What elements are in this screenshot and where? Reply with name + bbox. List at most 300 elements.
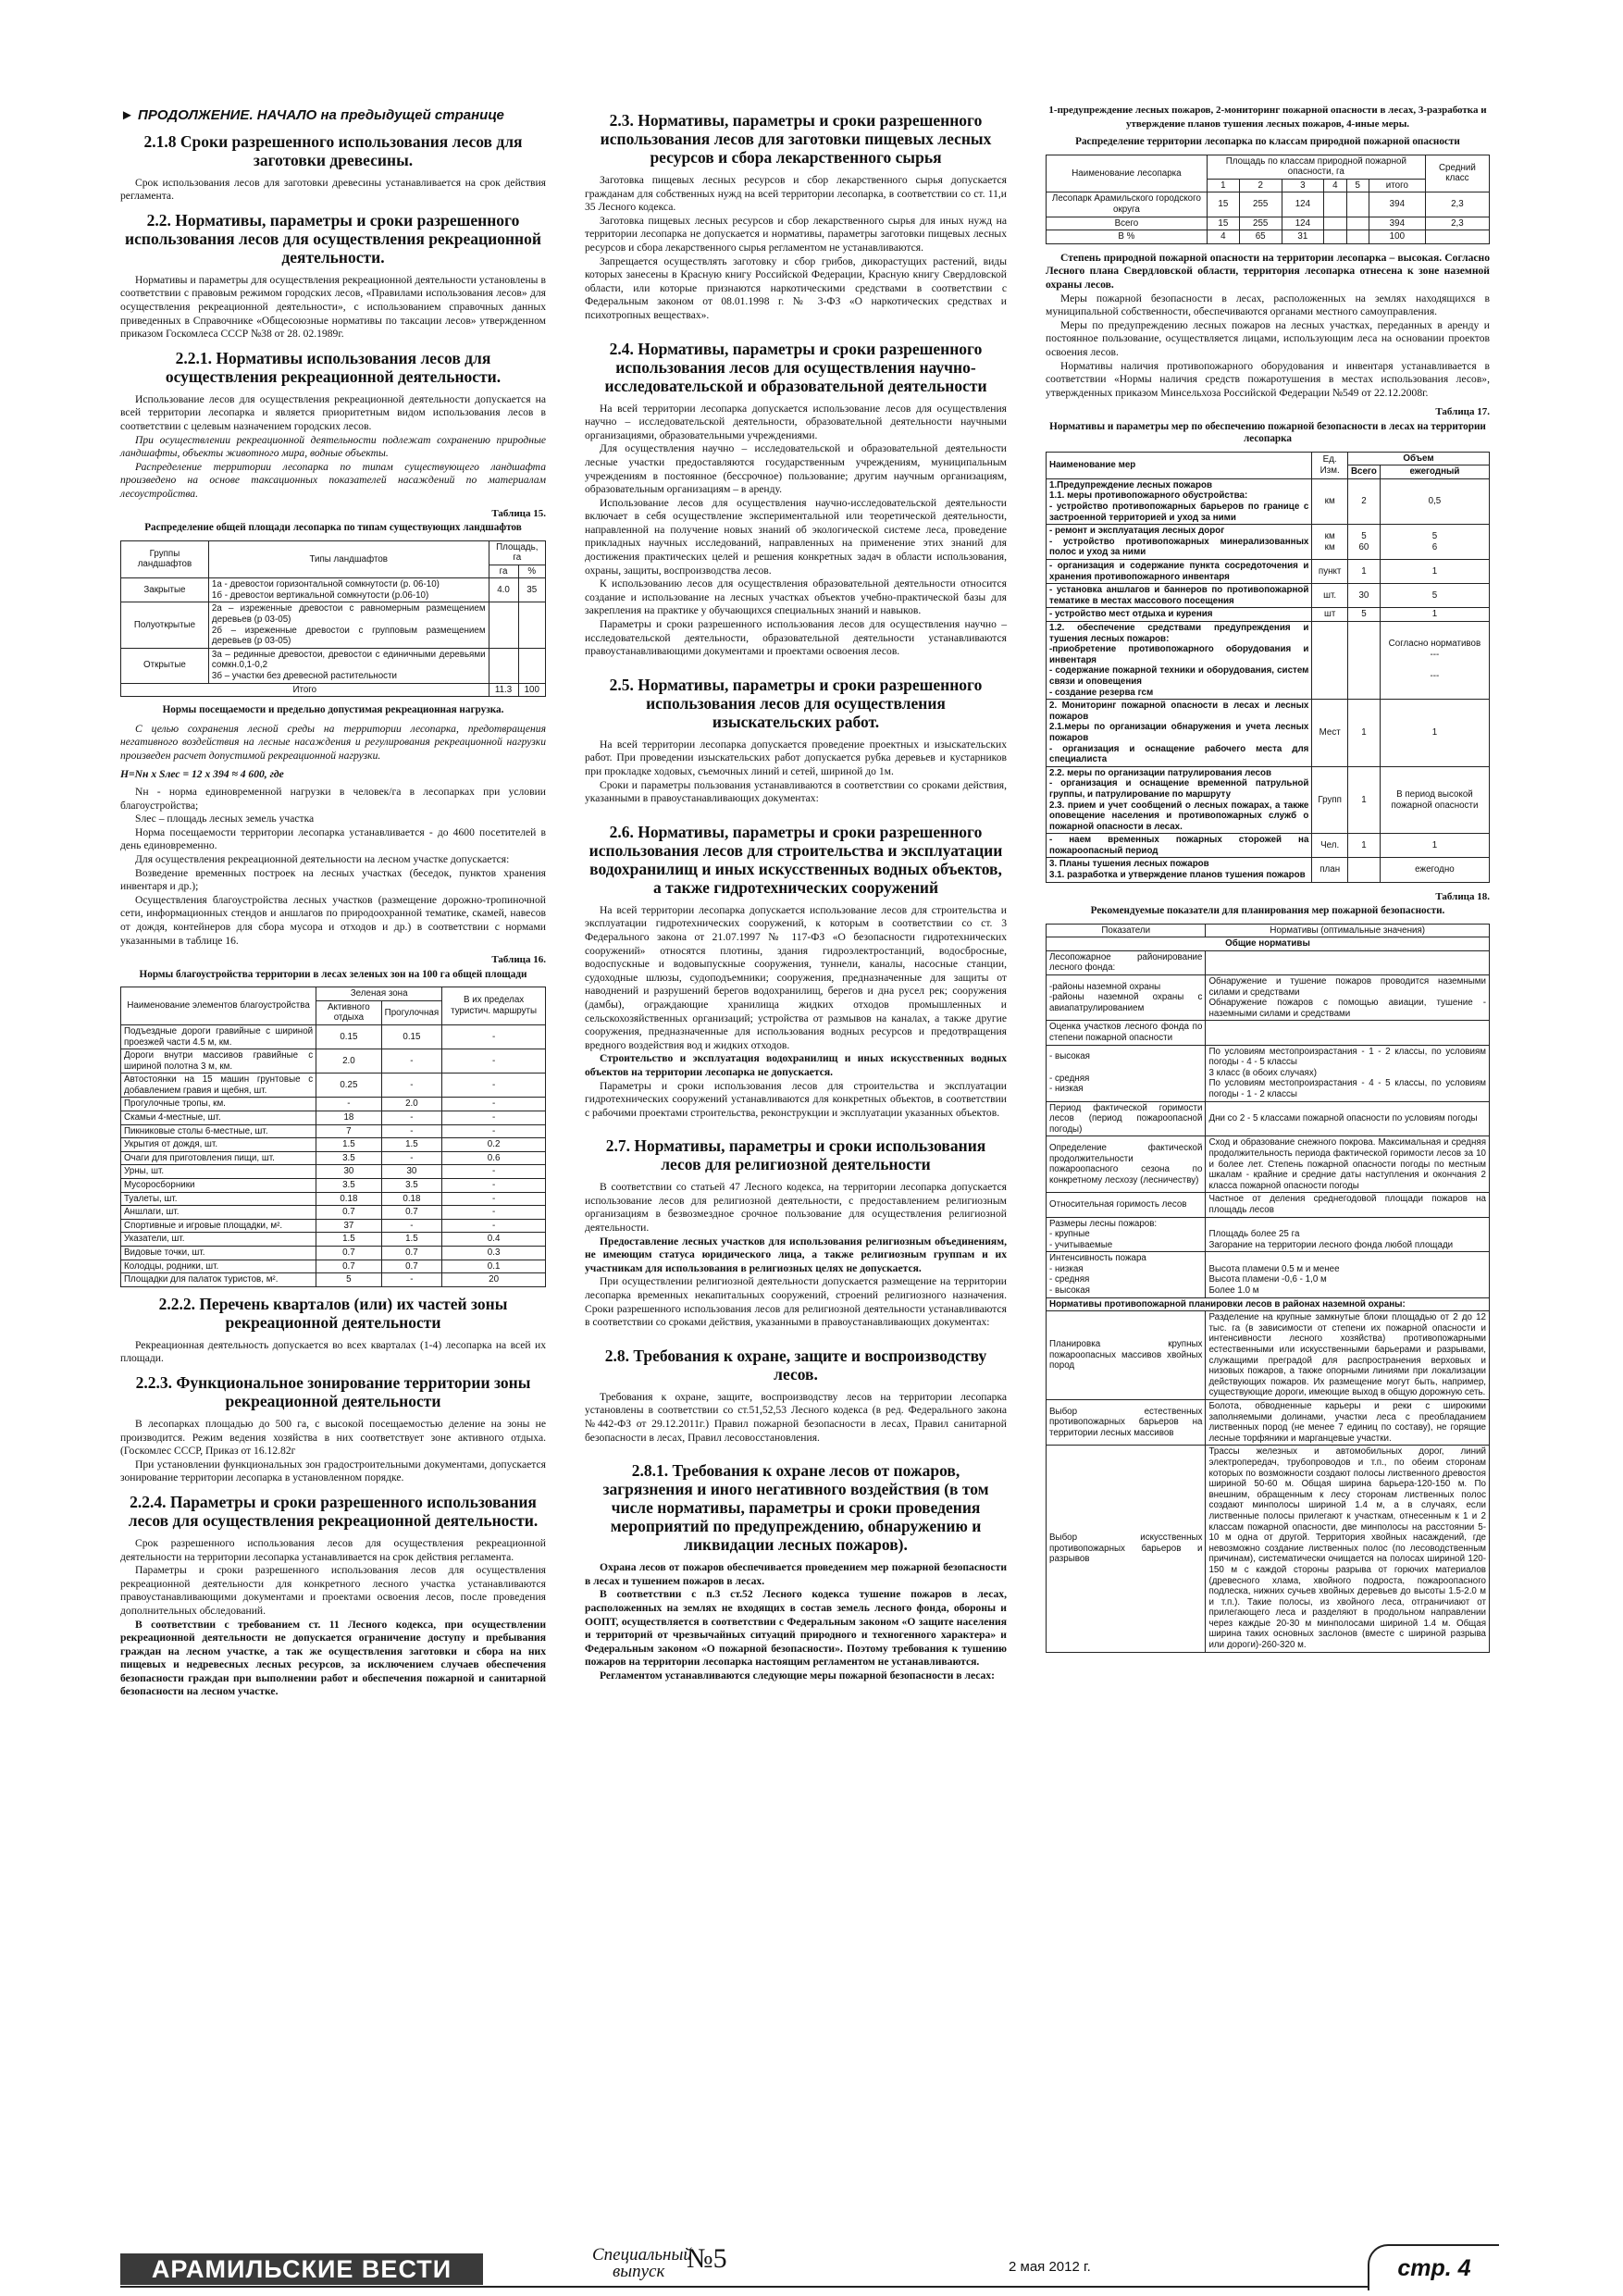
table-row xyxy=(1047,1311,1490,1400)
table-cell: 1.5 xyxy=(316,1233,382,1247)
table-cell: Видовые точки, шт. xyxy=(121,1247,316,1260)
table-cell: 0.25 xyxy=(316,1074,382,1098)
table-cell: 0.18 xyxy=(316,1192,382,1206)
table-cell: 1 xyxy=(1347,560,1380,584)
table-cell: - организация и содержание пункта сосредоточения и хранения противопожарного инвентаря xyxy=(1047,560,1312,584)
table-cell: 0.7 xyxy=(316,1247,382,1260)
paragraph: На всей территории лесопарка допускается проведение проектных и изыскательских работ. При проведении изыскательских работ допускается рубка деревьев и кустарников при прокладке ходовых, съемочных линий и сетей, шириной до 1м. xyxy=(585,738,1007,777)
table-row xyxy=(1047,834,1490,858)
table-cell: 0.7 xyxy=(381,1260,442,1273)
table-header: % xyxy=(518,565,545,578)
table-cell: 20 xyxy=(442,1273,546,1287)
table-cell: 1 xyxy=(1380,700,1489,767)
table-17 xyxy=(1046,452,1490,883)
table-cell: ежегодно xyxy=(1380,858,1489,882)
paragraph: Нормативы и параметры для осуществления рекреационной деятельности установлены в соответствии с правовым режимом городских лесов, «Правилами использования лесов» для осуществления рекреационной деятельности», с использованием справочных данных приведенных в Справочнике «Общесоюзные нормативы по таксации лесов» утвержденном приказом Госкомлеса СССР №38 от 28. 02.1989г. xyxy=(120,273,546,341)
table-cell: Колодцы, родники, шт. xyxy=(121,1260,316,1273)
table-cell: - xyxy=(442,1179,546,1193)
table-header: 1 xyxy=(1207,179,1239,192)
table-cell: 30 xyxy=(316,1165,382,1179)
table-cell: - высокая - средняя - низкая xyxy=(1047,1045,1206,1101)
table-cell: В % xyxy=(1047,230,1208,244)
table-cell: 124 xyxy=(1282,192,1324,217)
table-row xyxy=(1047,608,1490,622)
table-row xyxy=(121,1074,546,1098)
paragraph: Меры по предупреждению лесных пожаров на лесных участках, переданных в аренду и постоянное пользование, осуществляется лицами, использующим леса на основании проектов освоения лесов. xyxy=(1046,318,1490,358)
issue-number: №5 xyxy=(687,2243,727,2274)
table-cell: 1 xyxy=(1380,560,1489,584)
table-cell: Период фактической горимости лесов (период пожароопасной погоды) xyxy=(1047,1101,1206,1136)
paragraph: Строительство и эксплуатация водохранилищ и иных искусственных водных объектов на территории лесопарка не допускается. xyxy=(585,1052,1007,1078)
table-cell: Определение фактической продолжительности пожароопасного сезона по конкретному лесхозу (лесничеству) xyxy=(1047,1136,1206,1193)
table-cell: 3.5 xyxy=(381,1179,442,1193)
heading-2-7: 2.7. Нормативы, параметры и сроки использования лесов для религиозной деятельности xyxy=(605,1136,986,1174)
table-cell: Оценка участков лесного фонда по степени пожарной опасности xyxy=(1047,1021,1206,1045)
table-cell: 2 xyxy=(1347,478,1380,524)
table-15-caption: Распределение общей площади лесопарка по типам существующих ландшафтов xyxy=(144,522,522,534)
table-cell: - xyxy=(442,1206,546,1220)
table-cell xyxy=(1324,217,1346,230)
table-cell: Полуоткрытые xyxy=(121,602,209,648)
table-header: Активного отдыха xyxy=(316,1000,382,1024)
column-right xyxy=(1046,104,1490,1660)
table-row xyxy=(1047,1400,1490,1446)
paragraph: Предоставление лесных участков для использования религиозным объединениям, не имеющим статуса юридического лица, а также религиозным группам и их участникам для использования в религиозных целях не допускается. xyxy=(585,1235,1007,1274)
continuation-text: ПРОДОЛЖЕНИЕ. НАЧАЛО на предыдущей странице xyxy=(138,107,504,123)
special-line2: выпуск xyxy=(613,2262,665,2281)
table-header: Зеленая зона xyxy=(316,987,442,1001)
paragraph: Sлес – площадь лесных земель участка xyxy=(135,813,315,825)
table-cell: - xyxy=(442,1124,546,1138)
table-cell: -районы наземной охраны -районы наземной охраны с авиапатрулированием xyxy=(1047,975,1206,1021)
paragraph: Охрана лесов от пожаров обеспечивается проведением мер пожарной безопасности в лесах и тушением пожаров в лесах. xyxy=(585,1561,1007,1587)
table-header: Средний класс xyxy=(1425,155,1489,192)
table-cell: 1 xyxy=(1347,700,1380,767)
table-cell: 255 xyxy=(1239,217,1282,230)
table-cell: Спортивные и игровые площадки, м². xyxy=(121,1219,316,1233)
table-cell: 255 xyxy=(1239,192,1282,217)
paragraph: В соответствии с требованием ст. 11 Лесного кодекса, при осуществлении рекреационной деятельности не допускается ограничение доступу и пребывания граждан на лесном участке, а так же осуществления заготовки и сбора на них пищевых и недревесных лесных ресурсов, за исключением случаев обеспечения безопасности граждан при выполнении работ и обеспечения пожарной и санитарной безопасности на лесном участке. xyxy=(120,1618,546,1698)
table-row xyxy=(1047,525,1490,560)
table-row xyxy=(121,1219,546,1233)
table-cell: 3.5 xyxy=(316,1151,382,1165)
table-header: Ед. Изм. xyxy=(1312,452,1348,478)
heading-2-2-4: 2.2.4. Параметры и сроки разрешенного использования лесов для осуществления рекреационной деятельности. xyxy=(128,1492,539,1530)
table-row xyxy=(121,1124,546,1138)
table-row xyxy=(1047,700,1490,767)
table-cell: 31 xyxy=(1282,230,1324,244)
table-cell: 7 xyxy=(316,1124,382,1138)
paragraph: Параметры и сроки разрешенного использования лесов для осуществления рекреационной деятельности для конкретного лесного участка устанавливаются правоустанавливающими документами и проектами освоения лесов, после проведения дополнительных обследований. xyxy=(120,1564,546,1617)
table-row xyxy=(121,1273,546,1287)
table-row xyxy=(1047,766,1490,834)
table-cell: Сход и образование снежного покрова. Максимальная и средняя продолжительность периода фактической горимости лесов за 10 и более лет. Степень пожарной опасности погоды по местным шкалам - крайние и средние даты наступления и окончания 2 класса пожарной опасности погоды xyxy=(1206,1136,1490,1193)
paragraph: Срок использования лесов для заготовки древесины устанавливается на срок действия регламента. xyxy=(120,176,546,203)
table-header: 4 xyxy=(1324,179,1346,192)
table-cell: Болота, обводненные карьеры и реки с широкими заполняемыми долинами, участки леса с преобладанием лиственных пород (не менее 7 единиц по составу), не горящие лесные торфяники и марганцевые участки. xyxy=(1206,1400,1490,1446)
table-cell: 0.3 xyxy=(442,1247,546,1260)
table-cell: Выбор искусственных противопожарных барьеров и разрывов xyxy=(1047,1446,1206,1652)
table-cell: 124 xyxy=(1282,217,1324,230)
table-16-number: Таблица 16. xyxy=(491,954,546,966)
table-cell: 65 xyxy=(1239,230,1282,244)
paragraph: Распределение территории лесопарка по типам существующего ландшафта произведено на основе таксационных показателей насаждений по материалам лесоустройства. xyxy=(120,460,546,500)
table-cell: 30 xyxy=(1347,584,1380,608)
table-cell xyxy=(1312,622,1348,700)
table-cell: - xyxy=(442,1111,546,1125)
table-cell xyxy=(1324,230,1346,244)
table-cell: 5 xyxy=(1347,608,1380,622)
table-row xyxy=(1047,950,1490,974)
table-header: Нормативы (оптимальные значения) xyxy=(1206,924,1490,937)
table-16-caption: Нормы благоустройства территории в лесах зеленых зон на 100 га общей площади xyxy=(139,968,527,980)
table-row xyxy=(1047,1193,1490,1217)
issue-date: 2 мая 2012 г. xyxy=(1009,2259,1091,2275)
norms-heading: Нормы посещаемости и предельно допустимая рекреационная нагрузка. xyxy=(162,704,504,716)
table-cell: - xyxy=(381,1273,442,1287)
paragraph: Nн - норма единовременной нагрузки в человек/га в лесопарках при условии благоустройства; xyxy=(120,786,546,812)
table-cell: 0.15 xyxy=(316,1024,382,1049)
table-header: Показатели xyxy=(1047,924,1206,937)
paragraph: Срок разрешенного использования лесов для осуществления рекреационной деятельности на территории лесопарка устанавливается на срок действия регламента. xyxy=(120,1536,546,1563)
table-cell: - устройство мест отдыха и курения xyxy=(1047,608,1312,622)
table-cell: Закрытые xyxy=(121,578,209,602)
heading-2-4: 2.4. Нормативы, параметры и сроки разрешенного использования лесов для осуществления научно-исследовательской и образовательной деятельности xyxy=(604,339,987,395)
table-row xyxy=(121,1049,546,1074)
heading-2-6: 2.6. Нормативы, параметры и сроки разрешенного использования лесов для строительства и эксплуатации водохранилищ и иных искусственных водных объектов, а также гидротехнических сооружений xyxy=(588,822,1003,897)
table-cell: шт. xyxy=(1312,584,1348,608)
table-17-caption: Нормативы и параметры мер по обеспечению пожарной безопасности в лесах на территории лесопарка xyxy=(1049,420,1486,445)
paragraph: Осуществления благоустройства лесных участков (размещение дорожно-тропиночной сети, информационных стендов и аншлагов по природоохранной тематике, скамей, навесов от дождя, контейнеров для сбора мусора и отходов и др.) в соответствии с нормами указанными в таблице 16. xyxy=(120,893,546,947)
table-cell xyxy=(1346,192,1369,217)
paragraph: При установлении функциональных зон градостроительными документами, допускается зонирование территории лесопарка в установленном порядке. xyxy=(120,1458,546,1484)
paragraph: Использование лесов для осуществления рекреационной деятельности допускается на всей территории лесопарка и является приоритетным видом использования лесов в соответствии с целевым назначением городских лесов. xyxy=(120,392,546,432)
table-row xyxy=(1047,858,1490,882)
table-row xyxy=(1047,1252,1490,1297)
paragraph: Нормативы наличия противопожарного оборудования и инвентаря устанавливается в соответствии «Нормы наличия средств пожаротушения в местах использования лесов», утвержденных приказом Минсельхоза Российской Федерации №549 от 22.12.2008г. xyxy=(1046,359,1490,399)
table-cell: 3. Планы тушения лесных пожаров 3.1. разработка и утверждение планов тушения пожаров xyxy=(1047,858,1312,882)
table-cell: км xyxy=(1312,478,1348,524)
table-cell: Высота пламени 0.5 м и менее Высота пламени -0,6 - 1,0 м Более 1.0 м xyxy=(1206,1252,1490,1297)
table-cell: 0.6 xyxy=(442,1151,546,1165)
table-cell: Обнаружение и тушение пожаров проводится наземными силами и средствами Обнаружение пожаров с помощью авиации, тушение - наземными силами и средствами xyxy=(1206,975,1490,1021)
table-cell: Интенсивность пожара - низкая - средняя - высокая xyxy=(1047,1252,1206,1297)
paragraph: В лесопарках площадью до 500 га, с высокой посещаемостью деление на зоны не производится. Режим ведения хозяйства в них соответствует зоне активного отдыха. (Госкомлес СССР, Приказ от 16.12.82г xyxy=(120,1417,546,1458)
table-cell: 18 xyxy=(316,1111,382,1125)
table-header: Наименование мер xyxy=(1047,452,1312,478)
table-cell: 5 60 xyxy=(1347,525,1380,560)
table-cell: - xyxy=(442,1219,546,1233)
heading-2-2-1: 2.2.1. Нормативы использования лесов для осуществления рекреационной деятельности. xyxy=(165,348,502,386)
table-header: Прогулочная xyxy=(381,1000,442,1024)
fire-classes-caption: Распределение территории лесопарка по классам природной пожарной опасности xyxy=(1075,136,1460,148)
table-cell: 4 xyxy=(1207,230,1239,244)
table-row xyxy=(121,1138,546,1152)
table-header: Площадь по классам природной пожарной опасности, га xyxy=(1207,155,1425,179)
table-row xyxy=(121,1165,546,1179)
table-cell: - xyxy=(381,1151,442,1165)
measures-legend: 1-предупреждение лесных пожаров, 2-мониторинг пожарной опасности в лесах, 3-разработка и утверждение планов тушения лесных пожаров, 4-иные меры. xyxy=(1048,105,1487,130)
paragraph: Меры пожарной безопасности в лесах, расположенных на землях находящихся в муниципальной собственности, обеспечиваются органами местного самоуправления. xyxy=(1046,292,1490,318)
paragraph: Регламентом устанавливаются следующие меры пожарной безопасности в лесах: xyxy=(600,1669,995,1682)
table-cell: 1.5 xyxy=(316,1138,382,1152)
table-cell: Мусоросборники xyxy=(121,1179,316,1193)
table-cell: 5 xyxy=(1380,584,1489,608)
table-cell: Выбор естественных противопожарных барьеров на территории лесных массивов xyxy=(1047,1400,1206,1446)
table-header: 2 xyxy=(1239,179,1282,192)
paragraph: Для осуществления научно – исследовательской и образовательной деятельности лесные участки предоставляются государственным учреждениям, муниципальным учреждениям в постоянное (бессрочное) пользование; другим научным организациям, образовательным организациям – в аренду. xyxy=(585,442,1007,496)
table-row xyxy=(1047,1045,1490,1101)
table-15 xyxy=(120,540,546,698)
table-row xyxy=(121,1260,546,1273)
paragraph: На всей территории лесопарка допускается использование лесов для строительства и эксплуатации гидротехнических сооружений, к которым в соответствии со ст. 3 Федерального закона от 21.07.1997 № 117-ФЗ «О безопасности гидротехнических сооружений» относятся плотины, здания гидроэлектростанций, водосбросные, водоспускные и водовыпускные сооружения, туннели, каналы, насосные станции, судоходные шлюзы, судоподъемники; сооружения, предназначенные для защиты от наводнений и разрушений берегов водохранилищ, берегов и дна русел рек; сооружения (дамбы), ограждающие хранилища жидких отходов промышленных и сельскохозяйственных организаций; устройства от размывов на каналах, а также другие сооружения, предназначенные для использования водных ресурсов и предотвращения вредного воздействия вод и жидких отходов. xyxy=(585,903,1007,1051)
table-cell: 1 xyxy=(1347,834,1380,858)
table-cell: 1 xyxy=(1380,608,1489,622)
table-cell: - xyxy=(442,1165,546,1179)
paragraph: Степень природной пожарной опасности на территории лесопарка – высокая. Согласно Лесного плана Свердловской области, территория лесопарка отнесена к зоне наземной охраны лесов. xyxy=(1046,251,1490,291)
heading-2-2-2: 2.2.2. Перечень кварталов (или) их частей зоны рекреационной деятельности xyxy=(158,1294,508,1332)
table-15-number: Таблица 15. xyxy=(491,507,546,519)
paragraph: Рекреационная деятельность допускается во всех кварталах (1-4) лесопарка на всей их площади. xyxy=(120,1338,546,1365)
table-row xyxy=(121,1206,546,1220)
table-row xyxy=(121,1233,546,1247)
table-cell: 2,3 xyxy=(1425,192,1489,217)
table-cell: 394 xyxy=(1369,217,1425,230)
paragraph: На всей территории лесопарка допускается использование лесов для осуществления научно – исследовательской деятельности, образовательной деятельности научными организациями, образовательными учреждениями. xyxy=(585,402,1007,441)
heading-2-2: 2.2. Нормативы, параметры и сроки разрешенного использования лесов для осуществления рекреационной деятельности. xyxy=(125,210,541,267)
table-cell: 0.18 xyxy=(381,1192,442,1206)
table-cell: пункт xyxy=(1312,560,1348,584)
table-cell: Планировка крупных пожароопасных массивов хвойных пород xyxy=(1047,1311,1206,1400)
table-cell: 100 xyxy=(1369,230,1425,244)
table-18-number: Таблица 18. xyxy=(1435,890,1490,902)
table-cell: Открытые xyxy=(121,648,209,683)
table-header: Типы ландшафтов xyxy=(208,540,489,578)
table-cell: 1.Предупреждение лесных пожаров 1.1. меры противопожарного обустройства: - устройство противопожарных барьеров по границе с застроенной территорией и уход за ними xyxy=(1047,478,1312,524)
table-cell: Очаги для приготовления пищи, шт. xyxy=(121,1151,316,1165)
table-cell xyxy=(1347,858,1380,882)
heading-2-3: 2.3. Нормативы, параметры и сроки разрешенного использования лесов для заготовки пищевых лесных ресурсов и сбора лекарственного сырья xyxy=(600,111,992,167)
heading-2-8: 2.8. Требования к охране, защите и воспроизводству лесов. xyxy=(604,1346,987,1384)
table-cell: 2,3 xyxy=(1425,217,1489,230)
table-cell: Согласно нормативов --- --- xyxy=(1380,622,1489,700)
table-cell: - xyxy=(381,1074,442,1098)
table-cell: - xyxy=(381,1219,442,1233)
table-cell: Подъездные дороги гравийные с шириной проезжей части 4.5 м, км. xyxy=(121,1024,316,1049)
table-cell: В период высокой пожарной опасности xyxy=(1380,766,1489,834)
heading-2-8-1: 2.8.1. Требования к охране лесов от пожаров, загрязнения и иного негативного воздействия (в том числе нормативы, параметры и сроки проведения мероприятий по предупреждению, обнаружению и ликвидации лесных пожаров). xyxy=(602,1461,989,1555)
table-cell: - xyxy=(381,1124,442,1138)
table-cell: Аншлаги, шт. xyxy=(121,1206,316,1220)
table-row xyxy=(1047,622,1490,700)
page-number: стр. 4 xyxy=(1368,2244,1499,2290)
table-cell: 37 xyxy=(316,1219,382,1233)
table-cell: 1.5 xyxy=(381,1233,442,1247)
table-row xyxy=(121,1179,546,1193)
heading-2-5: 2.5. Нормативы, параметры и сроки разрешенного использования лесов для осуществления изыскательских работ. xyxy=(609,675,983,731)
table-cell xyxy=(1206,1021,1490,1045)
table-cell: 4.0 xyxy=(489,578,518,602)
table-cell: 3.5 xyxy=(316,1179,382,1193)
table-cell: 2. Мониторинг пожарной опасности в лесах и лесных пожаров 2.1.меры по организации обнаружения и учета лесных пожаров - организация и оснащение рабочего места для специалиста xyxy=(1047,700,1312,767)
paragraph: В соответствии со статьей 47 Лесного кодекса, на территории лесопарка допускается использование лесов для религиозной деятельности, с предоставлением религиозным организациям в безвозмездное срочное пользование для осуществления религиозной деятельности. xyxy=(585,1181,1007,1235)
column-left xyxy=(120,104,546,1699)
table-cell: - ремонт и эксплуатация лесных дорог - устройство противопожарных минерализованных полос и уход за ними xyxy=(1047,525,1312,560)
table-row xyxy=(1047,1136,1490,1193)
table-row xyxy=(1047,560,1490,584)
special-issue-mark xyxy=(592,2243,727,2281)
paragraph: В соответствии с п.3 ст.52 Лесного кодекса тушение пожаров в лесах, расположенных на землях не входящих в состав земель лесного фонда, обороны и ООПТ, осуществляется в соответствии с Федеральным законом «О защите населения и территорий от чрезвычайных ситуаций природного и техногенного характера» и Федеральным законом «О пожарной безопасности». Поэтому требования к тушению пожаров на территории лесопарка настоящим регламентом не устанавливаются. xyxy=(585,1588,1007,1669)
paragraph: Для осуществления рекреационной деятельности на лесном участке допускается: xyxy=(135,852,510,865)
formula: Н=Nн х Sлес = 12 х 394 ≈ 4 600, где xyxy=(120,768,284,781)
table-cell: - xyxy=(381,1049,442,1074)
table-cell: 100 xyxy=(518,683,545,697)
continuation-header xyxy=(120,109,546,123)
heading-2-1-8: 2.1.8 Сроки разрешенного использования лесов для заготовки древесины. xyxy=(143,131,523,169)
table-cell: Размеры лесны пожаров: - крупные - учитываемые xyxy=(1047,1217,1206,1252)
table-header: 5 xyxy=(1346,179,1369,192)
table-cell: Относительная горимость лесов xyxy=(1047,1193,1206,1217)
table-cell: Укрытия от дождя, шт. xyxy=(121,1138,316,1152)
table-cell: Итого xyxy=(121,683,489,697)
table-row xyxy=(121,1098,546,1111)
table-cell xyxy=(1425,230,1489,244)
table-cell: - xyxy=(442,1024,546,1049)
table-cell: 2.0 xyxy=(316,1049,382,1074)
table-cell: Дни со 2 - 5 классами пожарной опасности по условиям погоды xyxy=(1206,1101,1490,1136)
table-cell: 3а – рединные древостои, древостои с единичными деревьями сомкн.0,1-0,2 3б – участки без древесной растительности xyxy=(208,648,489,683)
table-cell: Мест xyxy=(1312,700,1348,767)
table-cell: Лесопожарное районирование лесного фонда: xyxy=(1047,950,1206,974)
table-row xyxy=(121,1024,546,1049)
table-cell: км км xyxy=(1312,525,1348,560)
footer-rule xyxy=(120,2286,1369,2288)
table-cell: Автостоянки на 15 машин грунтовые с добавлением гравия и щебня, шт. xyxy=(121,1074,316,1098)
table-cell xyxy=(1324,192,1346,217)
table-cell: - xyxy=(442,1074,546,1098)
table-header: Площадь, га xyxy=(489,540,545,565)
table-header: га xyxy=(489,565,518,578)
table-cell: Туалеты, шт. xyxy=(121,1192,316,1206)
table-cell: 1 xyxy=(1347,766,1380,834)
table-cell: 1а - древостои горизонтальной сомкнутости (р. 06-10) 1б - древостои вертикальной сомкнутости (р.06-10) xyxy=(208,578,489,602)
table-cell: 394 xyxy=(1369,192,1425,217)
arrow-right-icon: ► xyxy=(120,107,134,123)
table-row xyxy=(1047,1446,1490,1652)
paragraph: Возведение временных построек на лесных участках (беседок, пунктов хранения инвентаря и др.); xyxy=(120,866,546,893)
table-cell: Частное от деления среднегодовой площади пожаров на площадь лесов xyxy=(1206,1193,1490,1217)
table-cell: 30 xyxy=(381,1165,442,1179)
table-cell: 35 xyxy=(518,578,545,602)
table-cell: По условиям местопроизрастания - 1 - 2 классы, по условиям погоды - 4 - 5 классы 3 класс (в обоих случаях) По условиям местопроизрастания - 4 - 5 классы, по условиям погоды - 1 - 2 классы xyxy=(1206,1045,1490,1101)
table-cell: Всего xyxy=(1047,217,1208,230)
paragraph: При осуществлении рекреационной деятельности подлежат сохранению природные ландшафты, объекты животного мира, водные объекты. xyxy=(120,433,546,460)
table-cell: 0.4 xyxy=(442,1233,546,1247)
table-cell: план xyxy=(1312,858,1348,882)
table-cell: - xyxy=(442,1192,546,1206)
table-cell: 0.7 xyxy=(381,1247,442,1260)
table-cell: Лесопарк Арамильского городского округа xyxy=(1047,192,1208,217)
table-cell: Скамьи 4-местные, шт. xyxy=(121,1111,316,1125)
table-cell: Пикниковые столы 6-местные, шт. xyxy=(121,1124,316,1138)
table-cell: шт xyxy=(1312,608,1348,622)
table-cell: 11.3 xyxy=(489,683,518,697)
table-17-number: Таблица 17. xyxy=(1435,406,1490,418)
table-header: Всего xyxy=(1347,465,1380,479)
table-cell: Урны, шт. xyxy=(121,1165,316,1179)
table-cell: 2.2. меры по организации патрулирования лесов - организация и оснащение временной патрульной группы, и патрулирование по маршруту 2.3. прием и учет сообщений о лесных пожарах, а также оповещение населения и противопожарных служб о пожарной опасности в лесах. xyxy=(1047,766,1312,834)
table-cell: 0,5 xyxy=(1380,478,1489,524)
table-cell: - xyxy=(442,1049,546,1074)
table-cell: Трассы железных и автомобильных дорог, линий электропередач, трубопроводов и т.п., по обеим сторонам которых по возможности создают полосы лиственного древостоя шириной 50-60 м. Общая ширина барьера-120-150 м. По внешним, обращенным к лесу сторонам лиственных полос создают минполосы шириной 1.4 м, а в случаях, если лиственные полосы прилегают к участкам, отнесенным к 1 и 2 классам пожарной опасности, две минполосы на расстоянии 5-10 м одна от другой. Территория хвойных насаждений, где невозможно создание лиственных полос (по лесоводственным причинам), систематически очищается на полосах шириной 120- 150 м с каждой стороны разрыва от горючих материалов (древесного хлама, хвойного подроста, пожароопасного подлеска, нижних сучьев хвойных деревьев до высоты 1.5-2.0 м и т.п.). Такие полосы, из хвойного леса, отграничиают от прилегающего леса и разделяют в продольном направлении через каждые 20-30 м минполосами шириной 1.4 м. Общая ширина таких основных заслонов (вместе с шириной разрыва или дороги)-260-320 м. xyxy=(1206,1446,1490,1652)
table-header: Группы ландшафтов xyxy=(121,540,209,578)
table-row xyxy=(1047,478,1490,524)
table-18 xyxy=(1046,924,1490,1653)
table-header: Объем xyxy=(1347,452,1489,465)
table-row xyxy=(1047,1101,1490,1136)
table-cell: 2.0 xyxy=(381,1098,442,1111)
table-cell: Групп xyxy=(1312,766,1348,834)
table-row xyxy=(1047,584,1490,608)
table-cell: 0.7 xyxy=(316,1206,382,1220)
table-cell: - xyxy=(442,1098,546,1111)
table-cell: Дороги внутри массивов гравийные с шириной полотна 3 м, км. xyxy=(121,1049,316,1074)
paragraph: Запрещается осуществлять заготовку и сбор грибов, дикорастущих растений, виды которых занесены в Красную книгу Российской Федерации, Красную книгу Свердловской области, или которые признаются наркотическими средствами в соответствии с Федеральным законом от 08.01.1998 г. № 3-ФЗ «О наркотических средствах и психотропных веществах». xyxy=(585,254,1007,321)
table-cell: Площадь более 25 га Загорание на территории лесного фонда любой площади xyxy=(1206,1217,1490,1252)
table-cell xyxy=(1206,950,1490,974)
table-cell: Указатели, шт. xyxy=(121,1233,316,1247)
table-row xyxy=(121,1192,546,1206)
table-row xyxy=(121,1151,546,1165)
table-cell: 1 xyxy=(1380,834,1489,858)
paragraph: Параметры и сроки разрешенного использования лесов для осуществления научно – исследовательской деятельности, образовательной деятельности устанавливаются правоустанавливающими документами и проектами освоения лесов. xyxy=(585,618,1007,658)
table-cell: 15 xyxy=(1207,192,1239,217)
table-row xyxy=(121,1247,546,1260)
table-cell: 1.2. обеспечение средствами предупреждения и тушения лесных пожаров: -приобретение противопожарного оборудования и инвентаря - содержание пожарной техники и оборудования, систем связи и оповещения - создание резерва гсм xyxy=(1047,622,1312,700)
table-cell: 5 6 xyxy=(1380,525,1489,560)
table-header: Наименование элементов благоустройства xyxy=(121,987,316,1025)
special-line1: Специальный xyxy=(592,2245,692,2265)
heading-2-2-3: 2.2.3. Функциональное зонирование территории зоны рекреационной деятельности xyxy=(135,1372,531,1410)
table-cell: 0.15 xyxy=(381,1024,442,1049)
paragraph: С целью сохранения лесной среды на территории лесопарка, предотвращения негативного воздействия на лесные насаждения и регулирования рекреационной нагрузки произведен расчет допустимой рекреационной нагрузки. xyxy=(120,722,546,762)
fire-classes-table xyxy=(1046,155,1490,244)
table-cell: Разделение на крупные замкнутые блоки площадью от 2 до 12 тыс. га (в зависимости от степени их пожарной опасности и интенсивности лесного хозяйства) противопожарными естественными или искусственными барьерами и разрывами, служащими преградой для распространения верховых и низовых пожаров, а также опорными линиями при локализации действующих пожаров. Их размещение могут быть, например, существующие дороги, имеющие выход в общую дорожную сеть. xyxy=(1206,1311,1490,1400)
paragraph: Заготовка пищевых лесных ресурсов и сбор лекарственного сырья допускается гражданам для собственных нужд на всей территории лесопарка, в соответствии со ст. 11,и 35 Лесного кодекса. xyxy=(585,174,1007,214)
newspaper-logo: АРАМИЛЬСКИЕ ВЕСТИ xyxy=(120,2253,483,2285)
table-cell: - xyxy=(316,1098,382,1111)
table-header: итого xyxy=(1369,179,1425,192)
table-16 xyxy=(120,987,546,1287)
table-cell xyxy=(1346,230,1369,244)
table-cell: 0.7 xyxy=(381,1206,442,1220)
table-cell: 0.1 xyxy=(442,1260,546,1273)
paragraph: Требования к охране, защите, воспроизводству лесов на территории лесопарка установлены в соответствии со ст.51,52,53 Лесного кодекса (в ред. Федерального закона №442-ФЗ от 29.12.2011г.) Правил пожарной безопасности в лесах, Правил санитарной безопасности в лесах, Правил лесовосстановления. xyxy=(585,1390,1007,1444)
table-section: Нормативы противопожарной планировки лесов в районах наземной охраны: xyxy=(1047,1297,1490,1311)
column-middle xyxy=(585,104,1007,1683)
table-cell xyxy=(1347,622,1380,700)
table-cell xyxy=(1346,217,1369,230)
table-cell: 0.2 xyxy=(442,1138,546,1152)
table-cell: Площадки для палаток туристов, м². xyxy=(121,1273,316,1287)
table-row xyxy=(1047,975,1490,1021)
table-cell: Прогулочные тропы, км. xyxy=(121,1098,316,1111)
table-18-caption: Рекомендуемые показатели для планирования мер пожарной безопасности. xyxy=(1090,905,1445,917)
paragraph: К использованию лесов для осуществления образовательной деятельности относится создание и использование на лесных участках объектов учебно-практической базы для закрепления на практике у обучающихся специальных знаний и навыков. xyxy=(585,577,1007,617)
table-header: ежегодный xyxy=(1380,465,1489,479)
table-header: В их пределах туристич. маршруты xyxy=(442,987,546,1025)
table-header: 3 xyxy=(1282,179,1324,192)
